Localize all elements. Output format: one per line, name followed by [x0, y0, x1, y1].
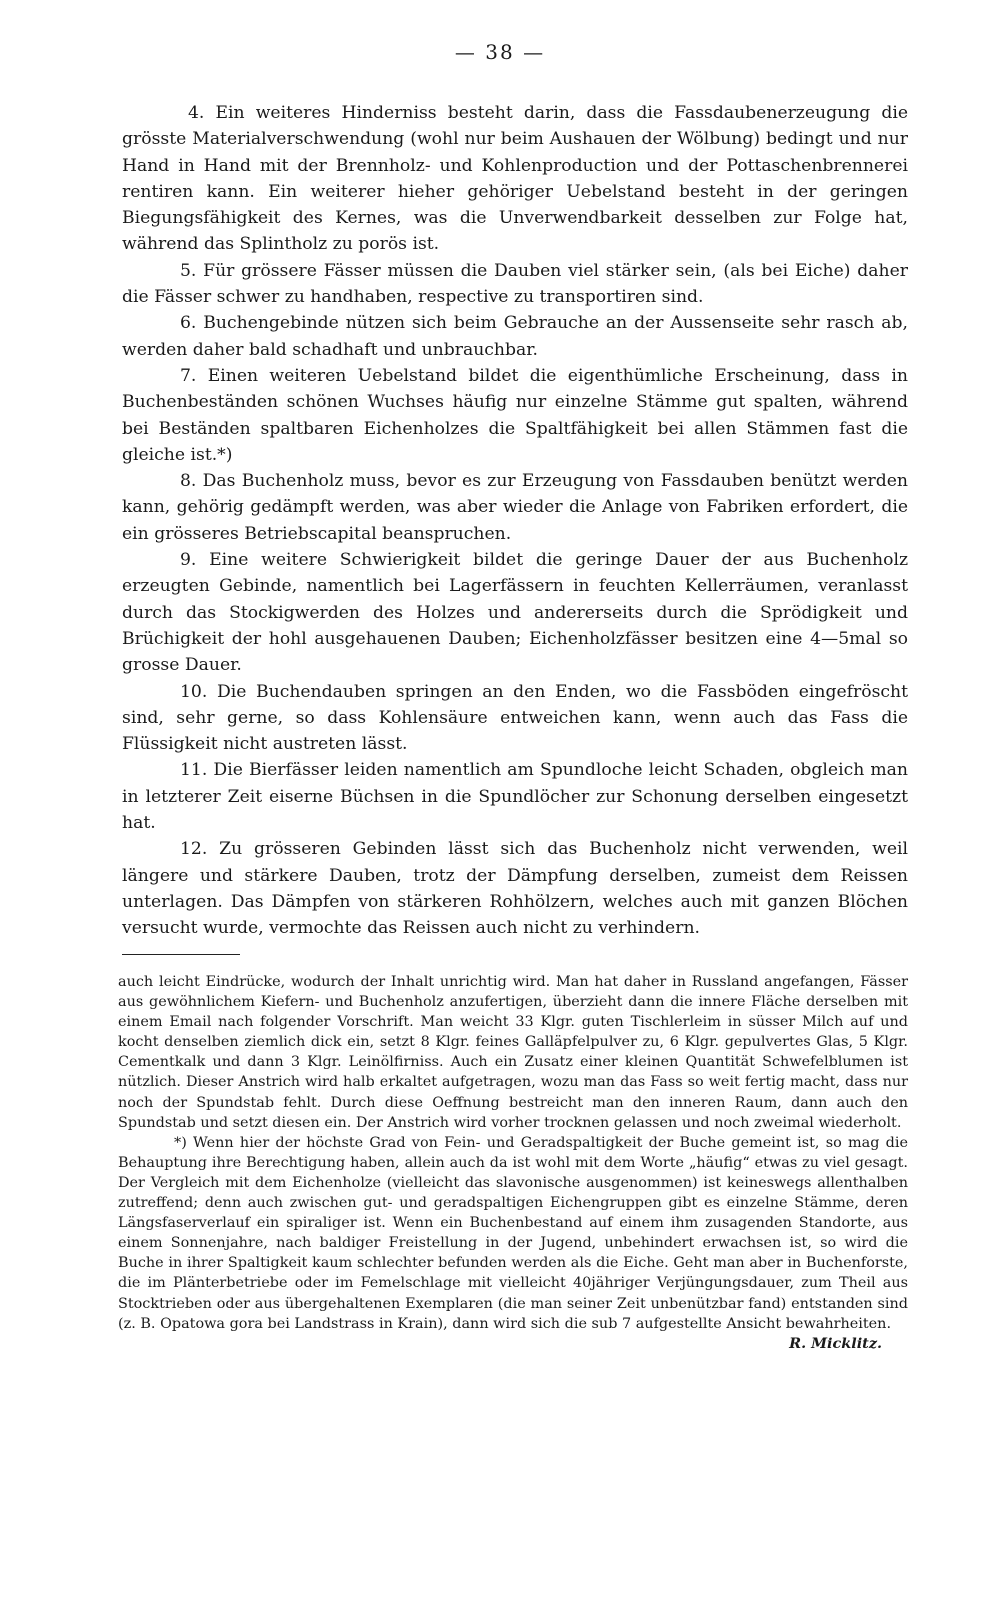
- page-number: — 38 —: [454, 40, 546, 64]
- paragraph-9: 9. Eine weitere Schwierigkeit bildet die geringe Dauer der aus Buchenholz erzeugten Gebinde, namentlich bei Lagerfässern in feuchten Kellerräumen, veranlasst durch das Stockigwerden des Holzes und andererseits durch die Sprödigkeit und Brüchigkeit der hohl ausgehauenen Dauben; Eichenholzfässer besitzen eine 4—5mal so grosse Dauer.: [122, 550, 908, 676]
- paragraph-6: 6. Buchengebinde nützen sich beim Gebrauche an der Aussenseite sehr rasch ab, werden daher bald schadhaft und unbrauchbar.: [122, 313, 908, 360]
- paragraph-5: 5. Für grössere Fässer müssen die Dauben viel stärker sein, (als bei Eiche) daher die Fässer schwer zu handhaben, respective zu transportiren sind.: [122, 260, 908, 308]
- footnotes: [118, 972, 908, 1354]
- paragraph-4: 4. Ein weiteres Hinderniss besteht darin, dass die Fassdaubenerzeugung die grösste Materialverschwendung (wohl nur beim Aushauen der Wölbung) bedingt und nur Hand in Hand mit der Brennholz- und Kohlenproduction und der Pottaschenbrennerei rentiren kann. Ein weiterer hieher gehöriger Uebelstand besteht in der geringen Biegungsfähigkeit des Kernes, was die Unverwendbarkeit desselben zur Folge hat, während das Splintholz zu porös ist.: [122, 103, 908, 255]
- footnote-asterisk-text: *) Wenn hier der höchste Grad von Fein- und Geradspaltigkeit der Buche gemeint ist, so mag die Behauptung ihre Berechtigung haben, allein auch da ist wohl mit dem Worte „häufig“ etwas zu viel gesagt. Der Vergleich mit dem Eichenholze (vielleicht das slavonische ausgenommen) ist keineswegs allenthalben zutreffend; denn auch zwischen gut- und geradspaltigen Eichengruppen gibt es einzelne Stämme, deren Längsfaserverlauf ein spiraliger ist. Wenn ein Buchenbestand auf einem ihm zusagenden Standorte, aus einem Sonnenjahre, nach baldiger Freistellung in der Jugend, unbehindert erwachsen ist, so wird die Buche in ihrer Spaltigkeit kaum schlechter befunden werden als die Eiche. Geht man aber in Buchenforste, die im Plänterbetriebe oder im Femelschlage mit vielleicht 40jähriger Verjüngungsdauer, zum Theil aus Stocktrieben oder aus übergehaltenen Exemplaren (die man seiner Zeit unbenützbar fand) entstanden sind (z. B. Opatowa gora bei Landstrass in Krain), dann wird sich die sub 7 aufgestellte Ansicht bewahrheiten.: [118, 1134, 908, 1332]
- paragraph-11: 11. Die Bierfässer leiden namentlich am Spundloche leicht Schaden, obgleich man in letzterer Zeit eiserne Büchsen in die Spundlöcher zur Schonung derselben eingesetzt hat.: [122, 760, 908, 834]
- paragraph-8: 8. Das Buchenholz muss, bevor es zur Erzeugung von Fassdauben benützt werden kann, gehörig gedämpft werden, was aber wieder die Anlage von Fabriken erfordert, die ein grösseres Betriebscapital beanspruchen.: [122, 471, 908, 544]
- paragraph-7: 7. Einen weiteren Uebelstand bildet die eigenthümliche Erscheinung, dass in Buchenbeständen schönen Wuchses häufig nur einzelne Stämme gut spalten, während bei Beständen spaltbaren Eichenholzes die Spaltfähigkeit bei allen Stämmen fast die gleiche ist.*): [122, 365, 908, 465]
- footnote-asterisk: [118, 1133, 908, 1352]
- footnote-signature: R. Micklitz.: [789, 1334, 882, 1352]
- main-text: [122, 100, 908, 942]
- paragraph-12: 12. Zu grösseren Gebinden lässt sich das Buchenholz nicht verwenden, weil längere und stärkere Dauben, trotz der Dämpfung derselben, zumeist dem Reissen unterlagen. Das Dämpfen von stärkeren Rohhölzern, welches auch mit ganzen Blöchen versucht wurde, vermochte das Reissen auch nicht zu verhindern.: [122, 839, 908, 939]
- paragraph-10: 10. Die Buchendauben springen an den Enden, wo die Fassböden eingefröscht sind, sehr gerne, so dass Kohlensäure entweichen kann, wenn auch das Fass die Flüssigkeit nicht austreten lässt.: [122, 681, 908, 755]
- footnote-divider: [122, 954, 240, 955]
- footnote-continuation: auch leicht Eindrücke, wodurch der Inhalt unrichtig wird. Man hat daher in Russland angefangen, Fässer aus gewöhnlichem Kiefern- und Buchenholz anzufertigen, überzieht dann die innere Fläche derselben mit einem Email nach folgender Vorschrift. Man weicht 33 Klgr. guten Tischlerleim in süsser Milch auf und kocht denselben ziemlich dick ein, setzt 8 Klgr. feines Galläpfelpulver zu, 6 Klgr. gepulvertes Glas, 5 Klgr. Cementkalk und dann 3 Klgr. Leinölfirniss. Auch ein Zusatz einer kleinen Quantität Schwefelblumen ist nützlich. Dieser Anstrich wird halb erkaltet aufgetragen, wozu man das Fass so weit fertig macht, dass nur noch der Spundstab fehlt. Durch diese Oeffnung bestreicht man den inneren Raum, dann auch den Spundstab und setzt diesen ein. Der Anstrich wird vorher trocknen gelassen und noch zweimal wiederholt.: [118, 974, 908, 1131]
